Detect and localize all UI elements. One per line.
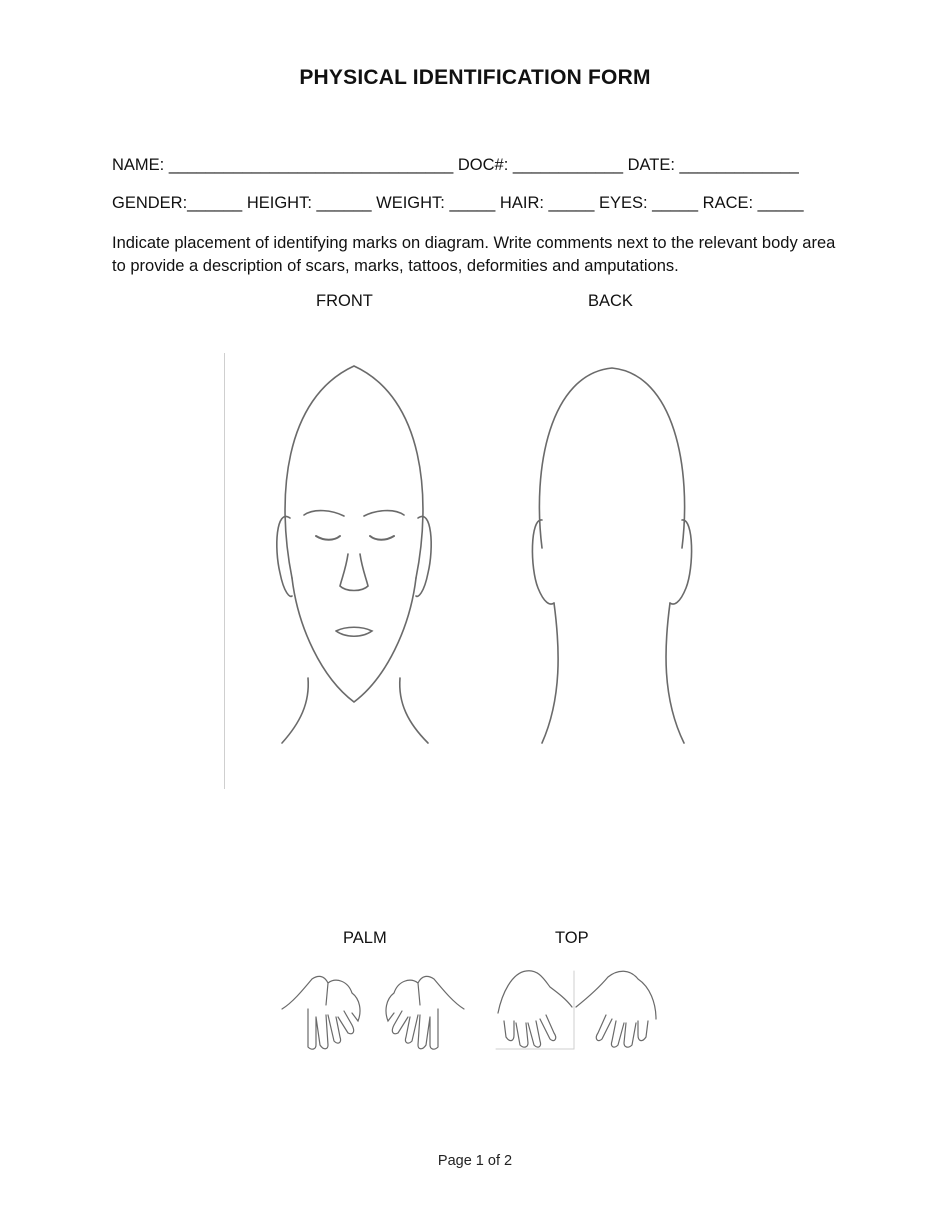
margin-divider (224, 353, 225, 789)
front-label: FRONT (316, 292, 373, 310)
top-hands-diagram[interactable] (494, 963, 660, 1055)
instructions-text: Indicate placement of identifying marks on diagram. Write comments next to the relevant body area to provide a description of scars, marks, tattoos, deformities and amputations. (112, 234, 836, 275)
head-back-diagram[interactable] (520, 358, 710, 758)
top-label: TOP (555, 929, 589, 947)
palm-label: PALM (343, 929, 387, 947)
physical-attribute-fields[interactable]: GENDER:______ HEIGHT: ______ WEIGHT: _____ HAIR: _____ EYES: _____ RACE: _____ (112, 194, 804, 212)
palm-hands-diagram[interactable] (278, 963, 468, 1055)
form-title: PHYSICAL IDENTIFICATION FORM (299, 66, 651, 89)
page-number: Page 1 of 2 (437, 1153, 513, 1169)
back-label: BACK (588, 292, 633, 310)
name-doc-date-fields[interactable]: NAME: _______________________________ DOC#: ____________ DATE: _____________ (112, 156, 799, 174)
head-front-diagram[interactable] (262, 358, 452, 758)
